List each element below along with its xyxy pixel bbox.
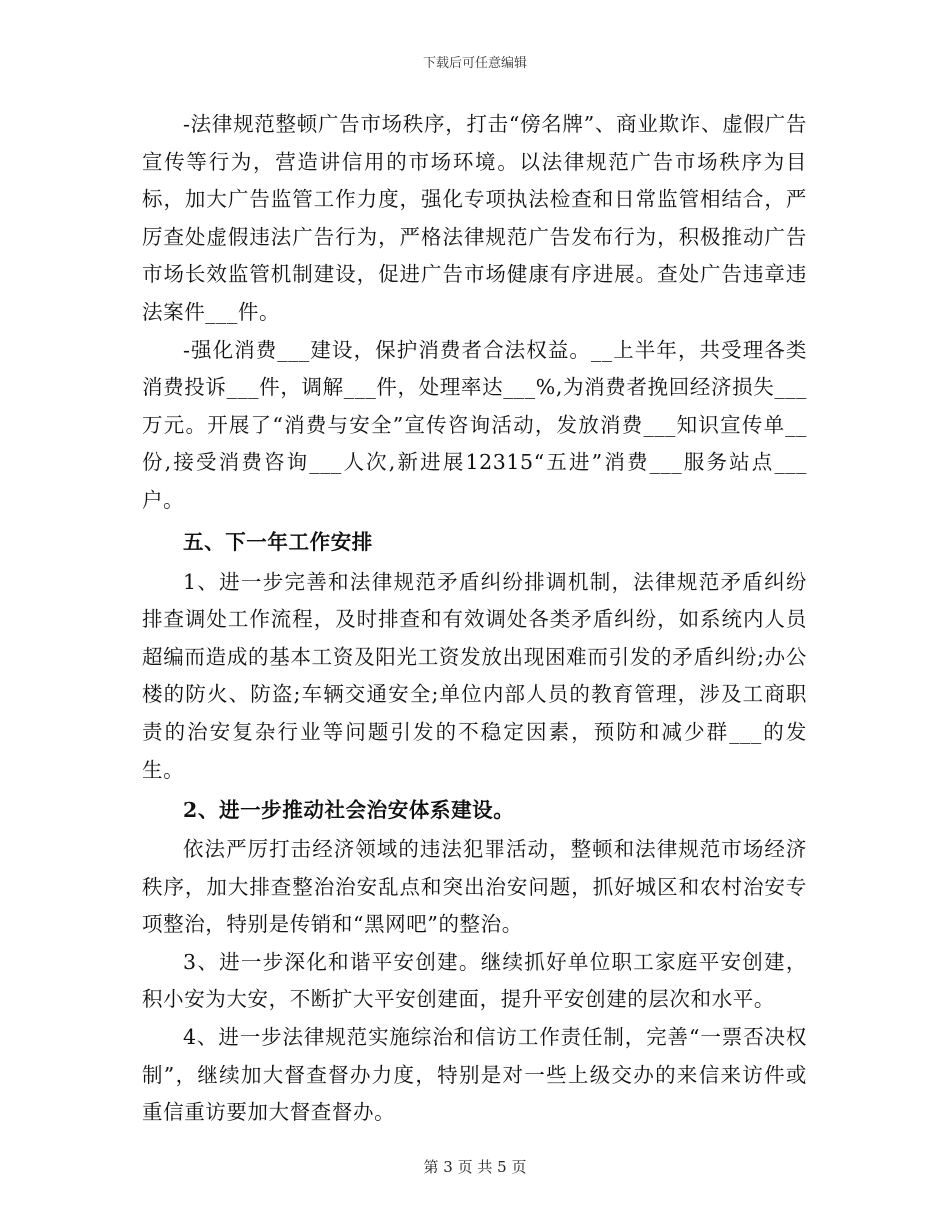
paragraph-advertising: -法律规范整顿广告市场秩序，打击“傍名牌”、商业欺诈、虚假广告宣传等行为，营造讲信用的市场环境。以法律规范广告市场秩序为目标，加大广告监管工作力度，强化专项执法检查和日常监管相结合，严厉查处虚假违法广告行为，严格法律规范广告发布行为，积极推动广告市场长效监管机制建设，促进广告市场健康有序进展。查处广告违章违法案件___件。 (142, 112, 807, 324)
document-body (142, 106, 807, 1132)
page-header: 下载后可任意编辑 (422, 56, 527, 71)
list-item-3: 3、进一步深化和谐平安创建。继续抓好单位职工家庭平安创建，积小安为大安，不断扩大平安创建面，提升平安创建的层次和水平。 (142, 949, 807, 1012)
paragraph-consumer-rights: -强化消费___建设，保护消费者合法权益。__上半年，共受理各类消费投诉___件，调解___件，处理率达___%,为消费者挽回经济损失___万元。开展了“消费与安全”宣传咨询活动，发放消费___知识宣传单__份,接受消费咨询___人次,新进展12315“五进”消费___服务站点___户。 (142, 337, 807, 512)
page-number: 第 3 页 共 5 页 (423, 1158, 527, 1176)
list-item-1: 1、进一步完善和法律规范矛盾纠纷排调机制，法律规范矛盾纠纷排查调处工作流程，及时排查和有效调处各类矛盾纠纷，如系统内人员超编而造成的基本工资及阳光工资发放出现困难而引发的矛盾纠纷;办公楼的防火、防盗;车辆交通安全;单位内部人员的教育管理，涉及工商职责的治安复杂行业等问题引发的不稳定因素，预防和减少群___的发生。 (142, 569, 807, 782)
list-item-4: 4、进一步法律规范实施综治和信访工作责任制，完善“一票否决权制”，继续加大督查督办力度，特别是对一些上级交办的来信来访件或重信重访要加大督查督办。 (142, 1025, 807, 1125)
section-heading-next-year: 五、下一年工作安排 (183, 529, 373, 554)
list-item-2-title: 2、进一步推动社会治安体系建设。 (183, 798, 515, 823)
list-item-2-body: 依法严厉打击经济领域的违法犯罪活动，整顿和法律规范市场经济秩序，加大排查整治治安乱点和突出治安问题，抓好城区和农村治安专项整治，特别是传销和“黑网吧”的整治。 (142, 837, 807, 937)
